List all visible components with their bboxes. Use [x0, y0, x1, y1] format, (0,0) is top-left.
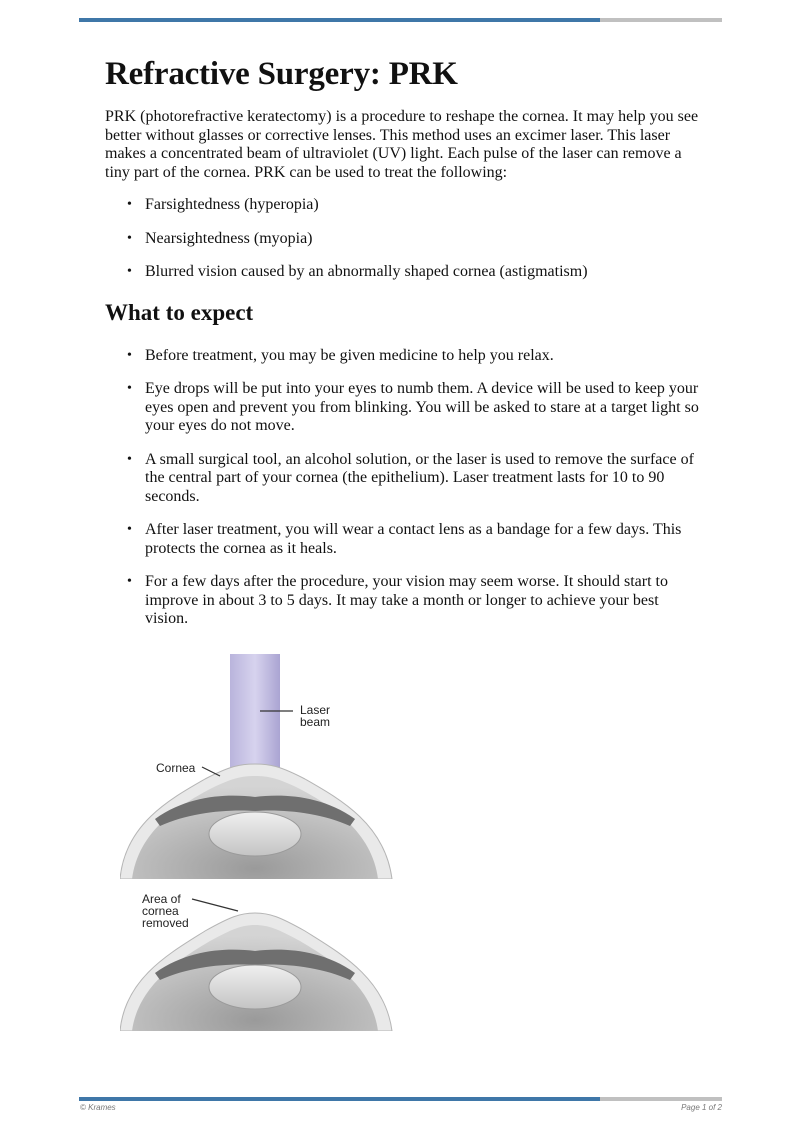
removed-label-line1: Area of: [142, 892, 181, 906]
cornea-callout-line: [202, 767, 220, 776]
section-heading: What to expect: [105, 299, 254, 325]
list-item: • Eye drops will be put into your eyes to numb them. A device will be used to keep your eyes open and prevent you from blinking. You will be asked to stare at a target light so your eyes do not move.: [145, 380, 705, 436]
intro-paragraph: PRK (photorefractive keratectomy) is a procedure to reshape the cornea. It may help you see better without glasses or corrective lenses. This method uses an excimer laser. This laser makes a concentrated beam of ultraviolet (UV) light. Each pulse of the laser can remove a tiny part of the cornea. PRK can be used to treat the following:: [105, 108, 699, 181]
header-progress-fill: [79, 18, 600, 22]
footer-progress-bar: [79, 1097, 722, 1101]
footer-progress-fill: [79, 1097, 600, 1101]
lens: [209, 812, 301, 856]
laser-label-line1: Laser: [300, 703, 331, 717]
lens: [209, 965, 301, 1009]
page-number: Page 1 of 2: [681, 1103, 722, 1112]
copyright-text: © Krames: [80, 1103, 116, 1112]
list-item: • Farsightedness (hyperopia): [145, 196, 705, 215]
list-item: • For a few days after the procedure, your vision may seem worse. It should start to improve in about 3 to 5 days. It may take a month or longer to achieve your best vision.: [145, 573, 705, 629]
laser-beam: [230, 654, 280, 782]
list-item: • Nearsightedness (myopia): [145, 230, 705, 249]
page-title: Refractive Surgery: PRK: [105, 56, 458, 92]
list-item: • A small surgical tool, an alcohol solution, or the laser is used to remove the surface of the central part of your cornea (the epithelium). Laser treatment lasts for 10 to 90 seconds.: [145, 451, 705, 507]
steps-list: [105, 347, 705, 629]
laser-illustration: [120, 654, 395, 879]
conditions-list: [105, 196, 705, 282]
list-item: • Blurred vision caused by an abnormally shaped cornea (astigmatism): [145, 263, 705, 282]
removed-label-line2: cornea: [142, 904, 179, 918]
removed-label-line3: removed: [142, 916, 189, 930]
list-item: • After laser treatment, you will wear a contact lens as a bandage for a few days. This protects the cornea as it heals.: [145, 521, 705, 558]
eye-illustrations: [120, 654, 395, 1031]
document-body: [105, 54, 705, 644]
removed-area-callout-line: [192, 899, 238, 911]
cornea-removed-illustration: [120, 883, 395, 1031]
header-progress-bar: [79, 18, 722, 22]
list-item: • Before treatment, you may be given medicine to help you relax.: [145, 347, 705, 366]
cornea-label: Cornea: [156, 761, 196, 775]
laser-label-line2: beam: [300, 715, 331, 729]
